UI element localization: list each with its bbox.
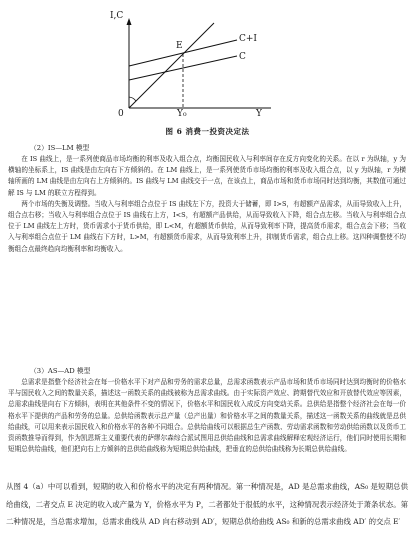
x-axis-label: Y bbox=[256, 109, 262, 119]
equilibrium-point-label: E bbox=[176, 41, 183, 51]
section-2-heading: （2）IS—LM 模型 bbox=[30, 144, 90, 152]
consumption-investment-figure bbox=[96, 4, 326, 136]
angle-arc bbox=[129, 97, 136, 101]
section-3-heading: （3）AS—AD 模型 bbox=[30, 367, 91, 375]
line-45-degree bbox=[129, 23, 214, 108]
y-axis-label: I,C bbox=[110, 11, 124, 21]
curve-c-plus-i-label: C+I bbox=[239, 34, 257, 44]
section-2-body bbox=[8, 154, 406, 255]
curve-c-plus-i bbox=[129, 40, 237, 66]
paragraph: 在 IS 曲线上，是一系列使商品市场均衡的利率及收入组合点，均衡国民收入与利率间存在反方向变化的关系。在以 r 为纵轴，y 为横轴的坐标系上，IS 曲线是由左向右下方倾斜的。在 LM 曲线上，是一系列使货币市场均衡的利率及收入组合点，以 y 为纵轴，r 为横轴所画的 LM 曲线是由左向右上方倾斜的。IS 曲线与 LM 曲线交于一点，在该点上，商品市场和货币市场同时达到均衡，其数值可通过解 IS 与 LM 的联立方程得到。 bbox=[8, 155, 406, 197]
paragraph: 总需求是指整个经济社会在每一价格水平下对产品和劳务的需求总量，总需求函数表示产品市场和货币市场同时达到均衡时的价格水平与国民收入之间的数量关系，描述这一函数关系的曲线被称为总需求曲线。由于实际资产效应、跨期替代效应和开放替代效应等因素，总需求曲线是向右下方倾斜，表明在其他条件不变的情况下，价格水平和国民收入成反方向变动关系。总供给是指整个经济社会在每一价格水平下提供的产品和劳务的总量。总供给函数表示总产量（总产出量）和价格水平之间的数量关系，描述这一函数关系的曲线就是总供给曲线，可以用来表示国民收入和价格水平的各种不同组合。总供给曲线可以根据总生产函数、劳动需求函数和劳动供给函数以及货币工资函数推导而得到，作为凯恩斯主义重要代表的萨缪尔森综合派试图用总供给曲线和总需求曲线解释宏观经济运行，他们同时使用长期和短期总供给曲线，他们把向右上方倾斜的总供给曲线称为短期总供给曲线，把垂直的总供给曲线称为长期总供给曲线。 bbox=[8, 378, 406, 454]
figure-diagram bbox=[96, 4, 326, 136]
section-3-body-continued bbox=[6, 478, 408, 531]
origin-label: 0 bbox=[118, 109, 124, 119]
curve-c-label: C bbox=[239, 52, 246, 62]
y0-label: Y₀ bbox=[177, 109, 187, 119]
paragraph: 两个市场的失衡及调整。当收入与利率组合点位于 IS 曲线左下方，投资大于储蓄，即 I>S，有超额产品需求，从而导致收入上升，组合点右移；当收入与利率组合点位于 IS 曲线右上方，I<S，有超额产品供给，从而导致收入下降，组合点左移。当收入与利率组合点位于 LM 曲线左上方时，货币需求小于货币供给，即 L<M，有超额货币供给，从而导致利率下降，提高货币需求，组合点会下移；当收入与利率组合点位于 LM 曲线右下方时，L>M，有超额货币需求，从而导致利率上升，抑制货币需求，组合点上移。这四种调整使不均衡组合点最终趋向均衡利率和均衡收入。 bbox=[8, 199, 406, 253]
section-3-body bbox=[8, 377, 406, 455]
y-axis-arrow bbox=[127, 18, 132, 25]
paragraph: 从图 4（a）中可以看到，短期的收入和价格水平的决定有两种情况。第一种情况是，AD 是总需求曲线，AS₀ 是短期总供给曲线，二者交点 E 决定的收入或产量为 Y，价格水平为 P，二者都处于很低的水平，这种情况表示经济处于萧条状态。第二种情况是，当总需求增加，总需求曲线从 AD 向右移动到 AD′，短期总供给曲线 AS₀ 和新的总需求曲线 AD′ 的交点 E′ bbox=[6, 482, 408, 527]
figure-caption: 图 6 消费一投资决定法 bbox=[165, 127, 250, 136]
